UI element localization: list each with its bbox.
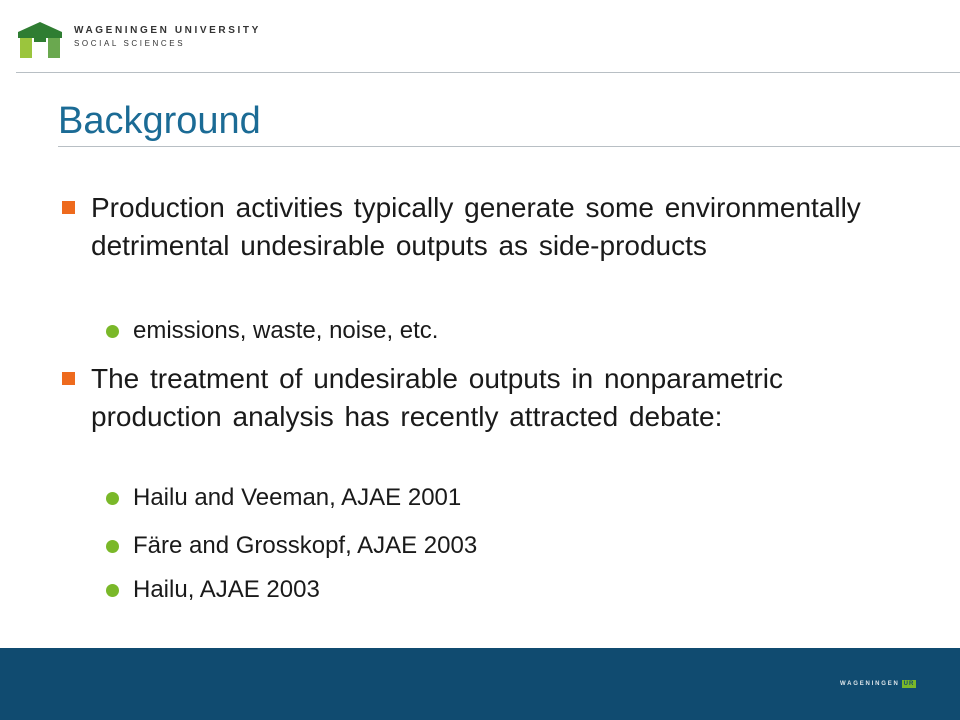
footer-logo: [840, 680, 916, 688]
bullet-text: The treatment of undesirable outputs in nonparametric production analysis has recently attracted debate:: [91, 363, 783, 432]
department-name: SOCIAL SCIENCES: [74, 39, 186, 48]
slide-footer: [0, 648, 960, 720]
bullet-square-icon: [62, 372, 75, 385]
slide-title: Background: [58, 100, 261, 142]
bullet-text: Production activities typically generate some environmentally detrimental undesirable outputs as side-products: [91, 192, 861, 261]
subitem-text: Hailu and Veeman, AJAE 2001: [133, 484, 462, 511]
bullet-dot-icon: [106, 492, 119, 505]
university-name: WAGENINGEN UNIVERSITY: [74, 25, 261, 36]
footer-brand-suffix: UR: [903, 681, 915, 687]
subitem-text: Färe and Grosskopf, AJAE 2003: [133, 532, 478, 559]
bullet-square-icon: [62, 201, 75, 214]
bullet-dot-icon: [106, 325, 119, 338]
subitem-text: emissions, waste, noise, etc.: [133, 317, 439, 344]
bullet-dot-icon: [106, 584, 119, 597]
footer-brand: WAGENINGEN: [840, 681, 900, 687]
subitem-text: Hailu, AJAE 2003: [133, 576, 320, 603]
bullet-dot-icon: [106, 540, 119, 553]
